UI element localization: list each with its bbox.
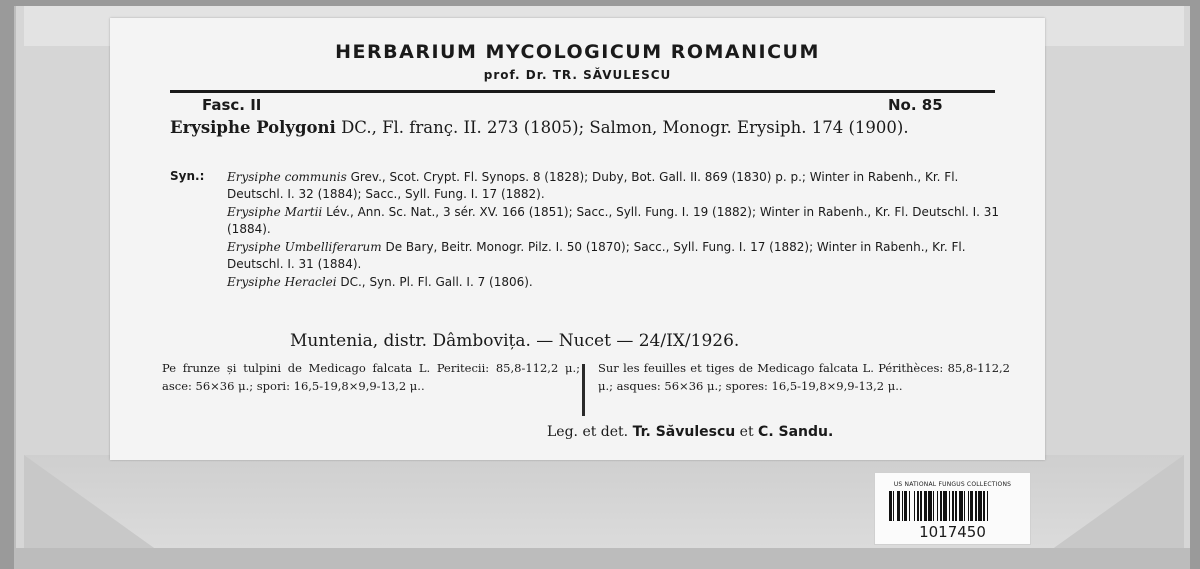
barcode-collection-name: US NATIONAL FUNGUS COLLECTIONS [893,481,1012,488]
column-divider [582,364,585,416]
species-heading [170,116,1005,139]
synonym-name: Erysiphe Heraclei [227,275,337,289]
collector-join: et [735,424,759,440]
envelope-fold-right [1044,455,1184,555]
collector-name-2: C. Sandu. [758,424,834,440]
specimen-number: No. 85 [888,96,943,114]
synonym-name: Erysiphe communis [227,170,347,184]
collector-line [547,424,833,440]
synonym-citation: De Bary, Beitr. Monogr. Pilz. I. 50 (1870); Sacc., Syll. Fung. I. 17 (1882); Winter in Rabenh., Kr. Fl. Deutschl. I. 31 (1884). [227,240,966,271]
barcode-sticker [874,472,1031,545]
synonym-citation: DC., Syn. Pl. Fl. Gall. I. 7 (1806). [336,275,533,289]
species-name: Erysiphe Polygoni [170,118,336,137]
collection-locality: Muntenia, distr. Dâmbovița. — Nucet — 24/IX/1926. [290,331,740,351]
synonyms-label: Syn.: [170,169,205,183]
synonym-name: Erysiphe Martii [227,205,323,219]
synonym-entry [227,239,1007,273]
synonym-entry [227,169,1007,203]
synonyms-list [227,169,1007,292]
collector-prefix: Leg. et det. [547,424,633,440]
synonym-name: Erysiphe Umbelliferarum [227,240,382,254]
host-note-romanian: Pe frunze și tulpini de Medicago falcata L. Peritecii: 85,8-112,2 μ.; asce: 56×36 μ.; spori: 16,5-19,8×9,9-13,2 μ.. [162,361,580,393]
fascicle-number: Fasc. II [202,96,262,114]
header-rule [170,90,995,93]
barcode-image [889,491,1019,521]
barcode-number: 1017450 [919,523,986,541]
species-citation: DC., Fl. franç. II. 273 (1805); Salmon, Monogr. Erysiph. 174 (1900). [335,118,909,137]
envelope-fold-left [24,455,164,555]
herbarium-subtitle: prof. Dr. TR. SĂVULESCU [483,68,672,82]
collector-name-1: Tr. Săvulescu [632,424,736,440]
host-note-french: Sur les feuilles et tiges de Medicago falcata L. Périthèces: 85,8-112,2 μ.; asques: 56×36 μ.; spores: 16,5-19,8×9,9-13,2 μ.. [598,361,1010,393]
herbarium-label [110,18,1045,460]
synonym-citation: Grev., Scot. Crypt. Fl. Synops. 8 (1828); Duby, Bot. Gall. II. 869 (1830) p. p.; Winter in Rabenh., Kr. Fl. Deutschl. I. 32 (1884); Sacc., Syll. Fung. I. 17 (1882). [227,170,959,201]
herbarium-title: HERBARIUM MYCOLOGICUM ROMANICUM [335,41,820,63]
synonym-citation: Lév., Ann. Sc. Nat., 3 sér. XV. 166 (1851); Sacc., Syll. Fung. I. 19 (1882); Winter in Rabenh., Kr. Fl. Deutschl. I. 31 (1884). [227,205,1000,236]
envelope-bottom-edge [14,548,1190,569]
synonym-entry [227,274,1007,291]
synonym-entry [227,204,1007,238]
